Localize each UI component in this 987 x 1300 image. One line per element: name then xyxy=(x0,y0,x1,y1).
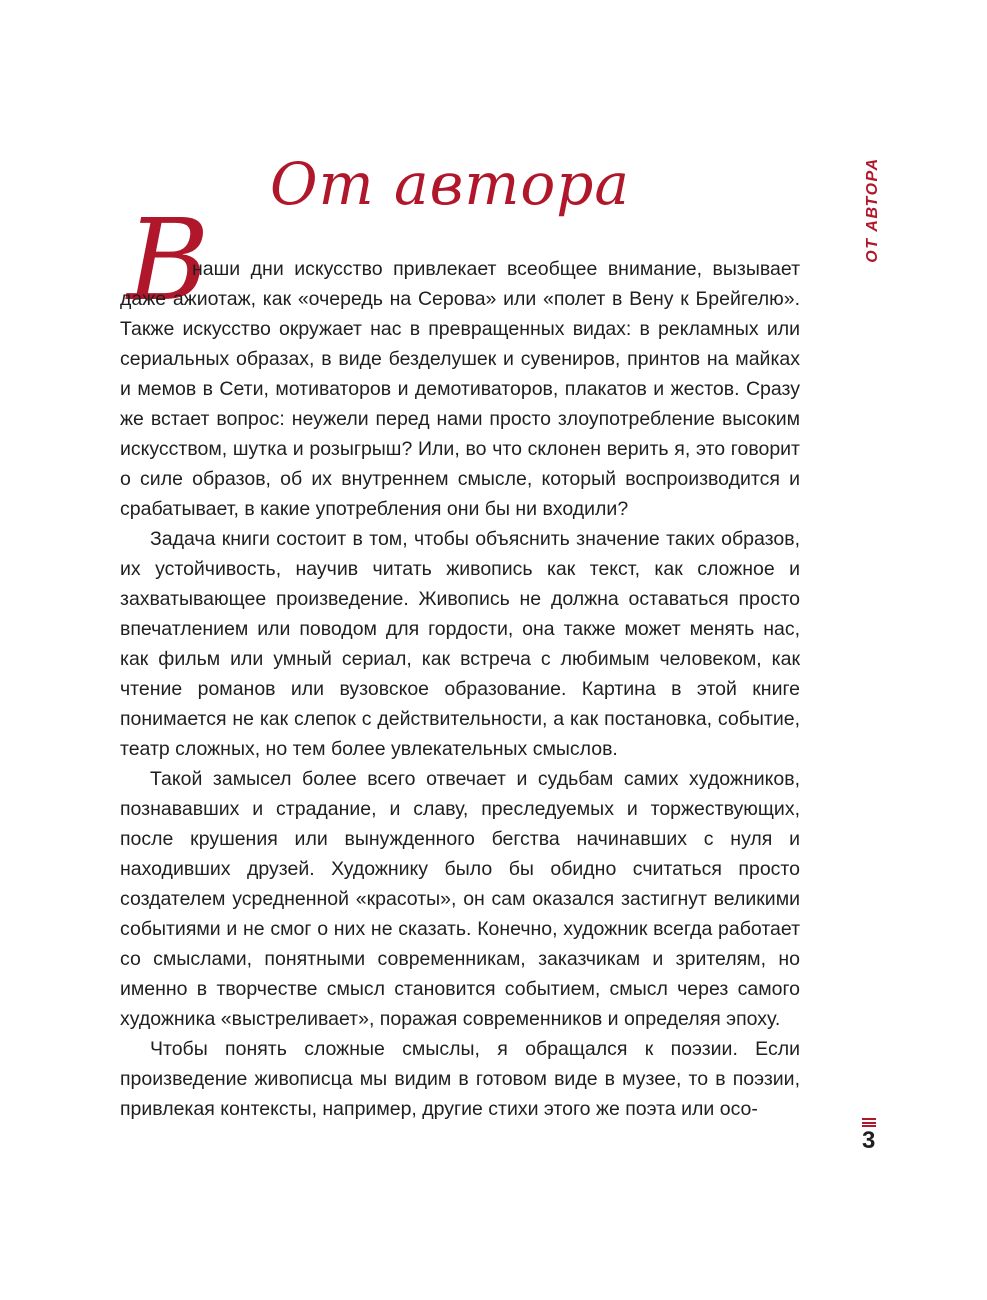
page-number-value: 3 xyxy=(862,1127,876,1154)
paragraph: Такой замысел более всего отвечает и судьбам самих художников, познававших и страдание, и славу, преследуемых и торжествующих, после крушения или вынужденного бегства начинавших с нуля и находивших друзей. Художнику было бы обидно считаться просто создателем усредненной «красоты», он сам оказался застигнут великими событиями и не смог о них не сказать. Конечно, художник всегда работает со смыслами, понятными современникам, заказчикам и зрителям, но именно в творчестве смысл становится событием, смысл через самого художника «выстреливает», поражая современников и определяя эпоху. xyxy=(120,768,800,1030)
running-head-label: ОТ АВТОРА xyxy=(864,157,881,263)
paragraph xyxy=(120,254,800,524)
drop-cap: В xyxy=(127,196,210,326)
body-text xyxy=(120,254,800,1124)
paragraph-text: наши дни искусство привлекает всеобщее внимание, вызывает даже ажиотаж, как «очередь на Серова» или «полет в Вену к Брейгелю». Также искусство окружает нас в превращенных видах: в рекламных или сериальных образах, в виде безделушек и сувениров, принтов на майках и мемов в Сети, мотиваторов и демотиваторов, плакатов и жестов. Сразу же встает вопрос: неужели перед нами просто злоупотребление высоким искусством, шутка и розыгрыш? Или, во что склонен верить я, это говорит о силе образов, об их внутреннем смысле, который воспроизводится и срабатывает, в какие употребления они бы ни входили? xyxy=(120,258,800,520)
paragraph: Задача книги состоит в том, чтобы объяснить значение таких образов, их устойчивость, научив читать живопись как текст, как сложное и захватывающее произведение. Живопись не должна оставаться просто впечатлением или поводом для гордости, она также может менять нас, как фильм или умный сериал, как встреча с любимым человеком, как чтение романов или вузовское образование. Картина в этой книге понимается не как слепок с действительности, а как постановка, событие, театр сложных, но тем более увлекательных смыслов. xyxy=(120,528,800,760)
page-title: От автора xyxy=(270,150,630,218)
running-head xyxy=(855,150,891,270)
paragraph: Чтобы понять сложные смыслы, я обращался к поэзии. Если произведение живописца мы видим в готовом виде в музее, то в поэзии, привлекая контексты, например, другие стихи этого же поэта или осо- xyxy=(120,1038,800,1120)
page-number-ornament xyxy=(862,1118,876,1127)
page-number xyxy=(862,1118,888,1154)
